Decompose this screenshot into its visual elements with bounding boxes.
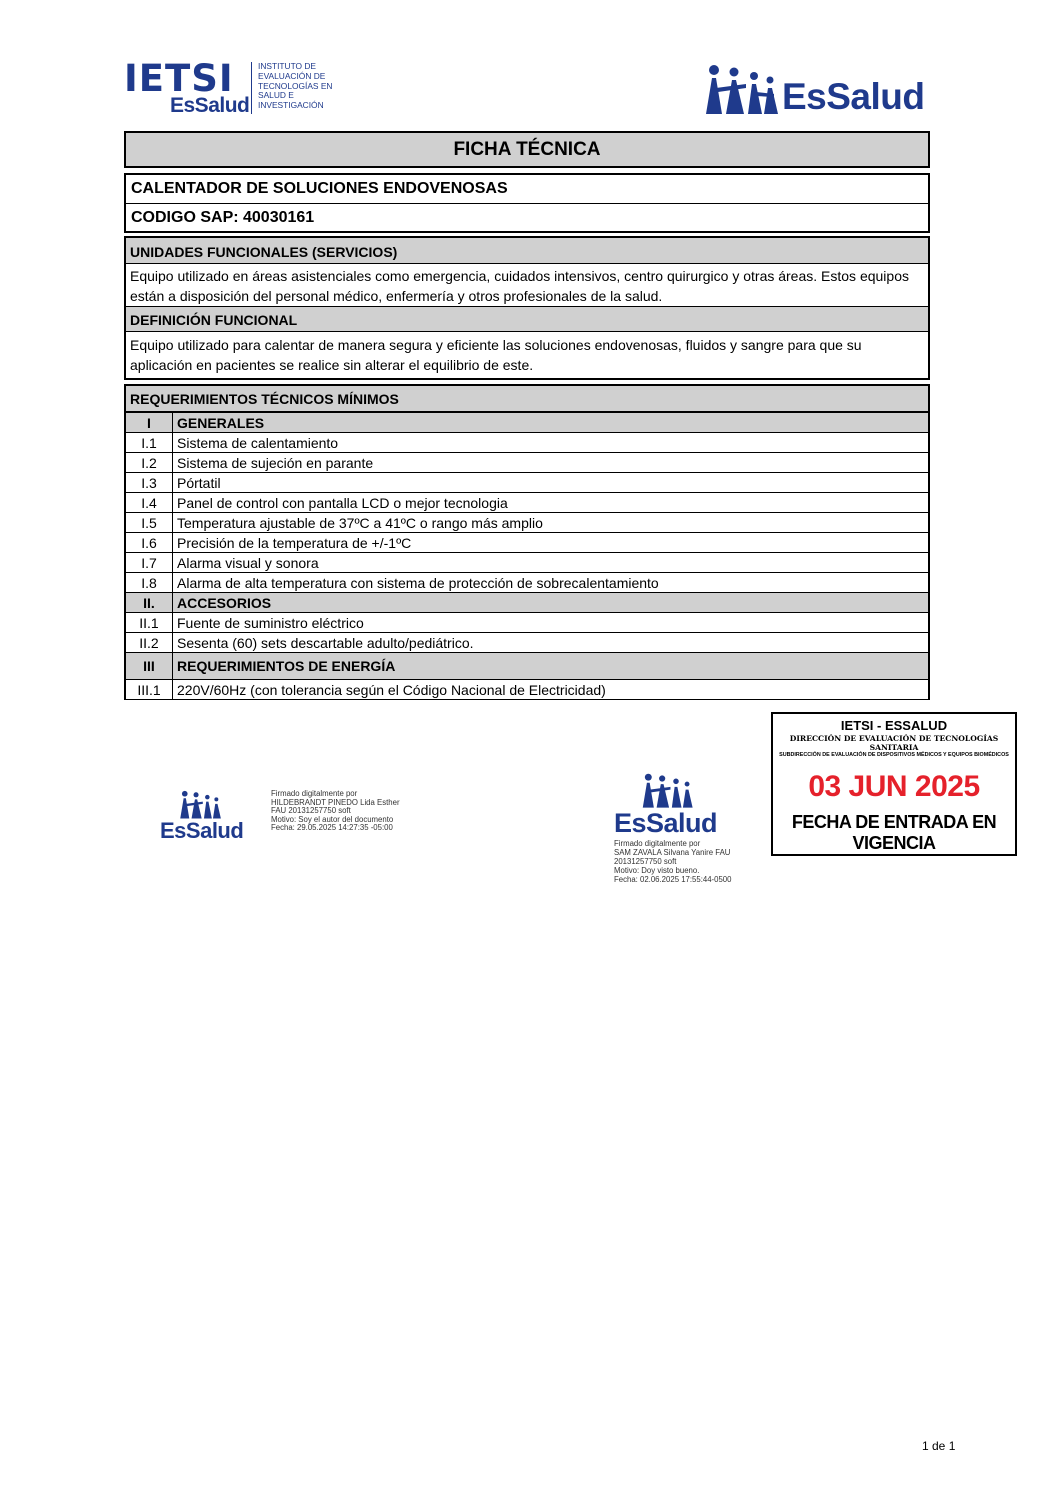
table-row	[126, 473, 929, 493]
row-text: 220V/60Hz (con tolerancia según el Código Nacional de Electricidad)	[173, 680, 929, 700]
sig2-logo-word: EsSalud	[614, 808, 718, 838]
section-row	[126, 413, 929, 433]
row-code: I.8	[126, 573, 173, 593]
row-code: II.	[126, 593, 173, 613]
definition-text: Equipo utilizado para calentar de manera segura y eficiente las soluciones endovenosas, fluidos y sangre para que su aplicación en pacientes se realice sin alterar el equilibrio de este.	[130, 337, 862, 373]
essalud-logo	[702, 64, 928, 118]
ietsi-logo	[124, 57, 344, 120]
equipment-name: CALENTADOR DE SOLUCIONES ENDOVENOSAS	[131, 180, 508, 197]
essalud-wordmark: EsSalud	[782, 76, 925, 117]
row-text: Precisión de la temperatura de +/-1ºC	[173, 533, 929, 553]
row-code: I.7	[126, 553, 173, 573]
table-row	[126, 533, 929, 553]
family-figures-icon	[702, 64, 780, 116]
row-text: Fuente de suministro eléctrico	[173, 613, 929, 633]
stamp-date: 03 JUN 2025	[808, 770, 980, 803]
table-row	[126, 680, 929, 700]
stamp-direction: DIRECCIÓN DE EVALUACIÓN DE TECNOLOGÍAS SANITARIA	[789, 734, 999, 752]
units-header: UNIDADES FUNCIONALES (SERVICIOS)	[126, 238, 928, 264]
row-code: I.2	[126, 453, 173, 473]
row-text: Alarma de alta temperatura con sistema de protección de sobrecalentamiento	[173, 573, 929, 593]
row-code: I.6	[126, 533, 173, 553]
definition-header: DEFINICIÓN FUNCIONAL	[126, 306, 928, 332]
row-text: ACCESORIOS	[173, 593, 929, 613]
row-code: I.4	[126, 493, 173, 513]
essalud-logo-medium	[614, 773, 718, 839]
requirements-box	[124, 384, 930, 700]
table-row	[126, 453, 929, 473]
row-text: Sistema de sujeción en parante	[173, 453, 929, 473]
sig1-logo-word: EsSalud	[160, 818, 244, 843]
requirements-title: REQUERIMIENTOS TÉCNICOS MÍNIMOS	[125, 385, 929, 412]
sap-code: CODIGO SAP: 40030161	[126, 203, 928, 232]
table-row	[126, 613, 929, 633]
row-code: II.2	[126, 633, 173, 653]
row-code: III.1	[126, 680, 173, 700]
row-code: I.3	[126, 473, 173, 493]
row-text: GENERALES	[173, 413, 929, 433]
stamp-subdirection: SUBDIRECCIÓN DE EVALUACIÓN DE DISPOSITIVOS MÉDICOS Y EQUIPOS BIOMÉDICOS	[779, 752, 1009, 758]
family-figures-icon	[640, 773, 694, 809]
row-text: Temperatura ajustable de 37ºC a 41ºC o rango más amplio	[173, 513, 929, 533]
row-text: Pórtatil	[173, 473, 929, 493]
sig2-details: Firmado digitalmente por SAM ZAVALA Silvana Yanire FAU 20131257750 soft Motivo: Doy visto bueno. Fecha: 02.06.2025 17:55:44-0500	[614, 839, 732, 884]
table-row	[126, 433, 929, 453]
table-row	[126, 573, 929, 593]
units-text: Equipo utilizado en áreas asistenciales como emergencia, cuidados intensivos, centro quirurgico y otras áreas. Estos equipos están a disposición del personal médico, enfermería y otros profesionales de la salud.	[130, 268, 909, 304]
row-text: Sesenta (60) sets descartable adulto/pediátrico.	[173, 633, 929, 653]
row-text: Panel de control con pantalla LCD o mejor tecnologia	[173, 493, 929, 513]
equipment-name-box	[124, 173, 930, 233]
table-row	[126, 513, 929, 533]
family-figures-icon	[178, 790, 222, 820]
sig1-details: Firmado digitalmente por HILDEBRANDT PINEDO Lida Esther FAU 20131257750 soft Motivo: Soy el autor del documento Fecha: 29.05.2025 14:27:35 -05:00	[271, 789, 400, 833]
section-row	[126, 593, 929, 613]
table-row	[126, 493, 929, 513]
logo-divider	[251, 62, 252, 114]
page-number: 1 de 1	[922, 1439, 956, 1453]
ietsi-institute-text: INSTITUTO DE EVALUACIÓN DE TECNOLOGÍAS EN SALUD E INVESTIGACIÓN	[258, 61, 333, 111]
ietsi-essalud-wordmark: EsSalud	[170, 94, 250, 117]
ietsi-wordmark: IETSI	[124, 57, 234, 100]
validity-stamp	[771, 712, 1017, 856]
row-code: I.1	[126, 433, 173, 453]
essalud-logo-small	[160, 790, 242, 846]
row-code: I	[126, 413, 173, 433]
section-row	[126, 653, 929, 680]
row-text: Sistema de calentamiento	[173, 433, 929, 453]
row-text: Alarma visual y sonora	[173, 553, 929, 573]
table-row	[126, 553, 929, 573]
row-text: REQUERIMIENTOS DE ENERGÍA	[173, 653, 929, 680]
page-title: FICHA TÉCNICA	[124, 131, 930, 168]
row-code: III	[126, 653, 173, 680]
functional-info-box	[124, 236, 930, 380]
table-row	[126, 633, 929, 653]
row-code: II.1	[126, 613, 173, 633]
stamp-label: FECHA DE ENTRADA EN VIGENCIA	[791, 812, 997, 853]
row-code: I.5	[126, 513, 173, 533]
requirements-table	[125, 412, 929, 700]
stamp-org: IETSI - ESSALUD	[840, 718, 948, 733]
